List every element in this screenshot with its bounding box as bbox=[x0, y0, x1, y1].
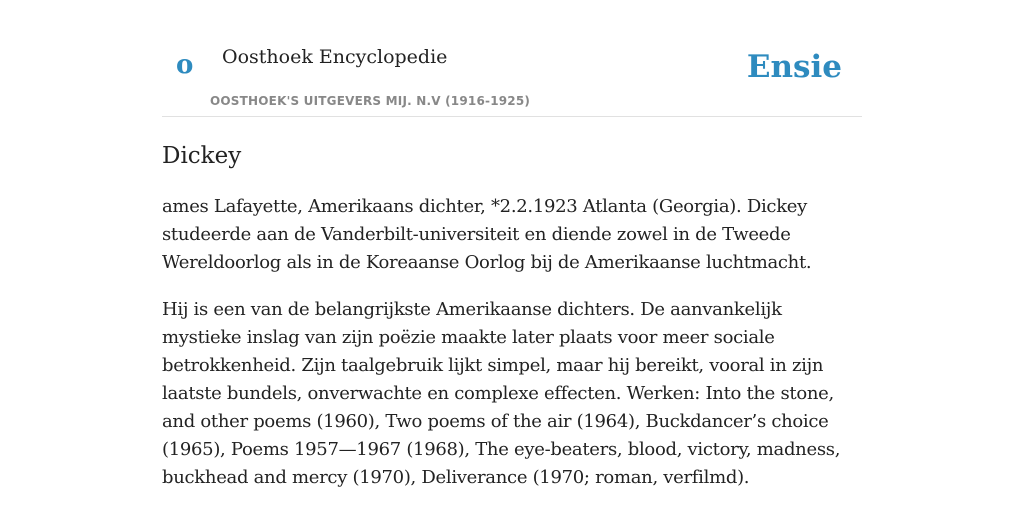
source-publisher: OOSTHOEK'S UITGEVERS MIJ. N.V (1916-1925) bbox=[210, 94, 531, 108]
oosthoek-logo[interactable]: o bbox=[176, 50, 194, 80]
entry-paragraph-2: Hij is een van de belangrijkste Amerikaanse dichters. De aanvankelijk mystieke inslag van zijn poëzie maakte later plaats voor meer sociale betrokkenheid. Zijn taalgebruik lijkt simpel, maar hij bereikt, vooral in zijn laatste bundels, onverwachte en complexe effecten. Werken: Into the stone, and other poems (1960), Two poems of the air (1964), Buckdancer’s choice (1965), Poems 1957—1967 (1968), The eye-beaters, blood, victory, madness, buckhead and mercy (1970), Deliverance (1970; roman, verfilmd). bbox=[162, 298, 841, 488]
entry-paragraph-1: ames Lafayette, Amerikaans dichter, *2.2.1923 Atlanta (Georgia). Dickey studeerde aan de Vanderbilt-universiteit en diende zowel in de Tweede Wereldoorlog als in de Koreaanse Oorlog bij de Amerikaanse luchtmacht. bbox=[162, 195, 812, 273]
entry-title: Dickey bbox=[162, 143, 242, 169]
source-title-link[interactable]: Oosthoek Encyclopedie bbox=[222, 46, 448, 68]
source-header bbox=[162, 0, 862, 117]
ensie-logo[interactable]: Ensie bbox=[746, 49, 842, 85]
encyclopedia-entry-card bbox=[162, 0, 862, 512]
